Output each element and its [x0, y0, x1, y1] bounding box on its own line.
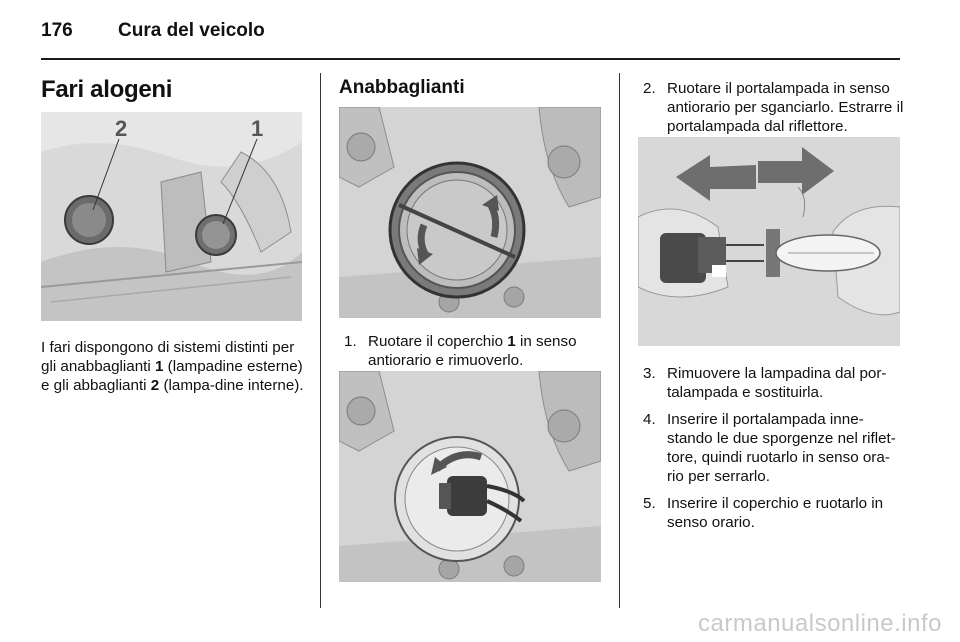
- list-item: [643, 494, 905, 532]
- intro-bold-2: 2: [150, 377, 160, 394]
- intro-text-3: (lampa-dine interne).: [159, 377, 304, 394]
- page-number: 176: [41, 20, 73, 41]
- list-item: [643, 410, 905, 486]
- step-text: Inserire il portalampada inne-stando le due sporgenze nel riflet-tore, quindi ruotarlo in senso ora-rio per serrarlo.: [667, 411, 896, 485]
- figure-label-2: 2: [115, 116, 128, 141]
- chapter-title: Cura del veicolo: [118, 20, 265, 41]
- list-item: [643, 364, 905, 402]
- header-rule: [41, 58, 900, 60]
- lampholder-figure: [339, 371, 601, 582]
- step-text: Ruotare il portalampada in senso antiorario per sganciarlo. Estrarre il portalampada dal riflettore.: [667, 80, 904, 135]
- intro-text-2: (lampadine esterne) e gli abbaglianti: [41, 358, 303, 394]
- headlamp-overview-figure: [41, 112, 302, 321]
- list-item: [344, 332, 606, 370]
- step-text: Rimuovere la lampadina dal por-talampada e sostituirla.: [667, 365, 887, 401]
- list-item: [643, 79, 905, 136]
- column-divider-left: [320, 73, 321, 608]
- step-text-2: in senso antiorario e rimuoverlo.: [368, 333, 577, 369]
- bulb-replacement-figure: [638, 137, 900, 346]
- step-bold: 1: [507, 333, 516, 350]
- step-list-right: [643, 364, 905, 540]
- intro-paragraph: [41, 338, 313, 395]
- step-text: Inserire il coperchio e ruotarlo in senso orario.: [667, 495, 884, 531]
- section-title: Fari alogeni: [41, 76, 173, 103]
- figure-label-1: 1: [251, 116, 264, 141]
- cover-removal-figure: [339, 107, 601, 318]
- step-number: 3.: [643, 365, 656, 382]
- step-number: 4.: [643, 411, 656, 428]
- intro-bold-1: 1: [155, 358, 164, 375]
- column-divider-right: [619, 73, 620, 608]
- subsection-title: Anabbaglianti: [339, 77, 465, 98]
- step-number: 2.: [643, 80, 656, 97]
- step-list-right-top: [643, 79, 905, 144]
- intro-text-1: I fari dispongono di sistemi distinti per gli anabbaglianti: [41, 339, 295, 375]
- watermark: carmanualsonline.info: [698, 610, 942, 637]
- step-number: 5.: [643, 495, 656, 512]
- step-number: 1.: [344, 333, 357, 350]
- step-text: Ruotare il coperchio: [368, 333, 508, 350]
